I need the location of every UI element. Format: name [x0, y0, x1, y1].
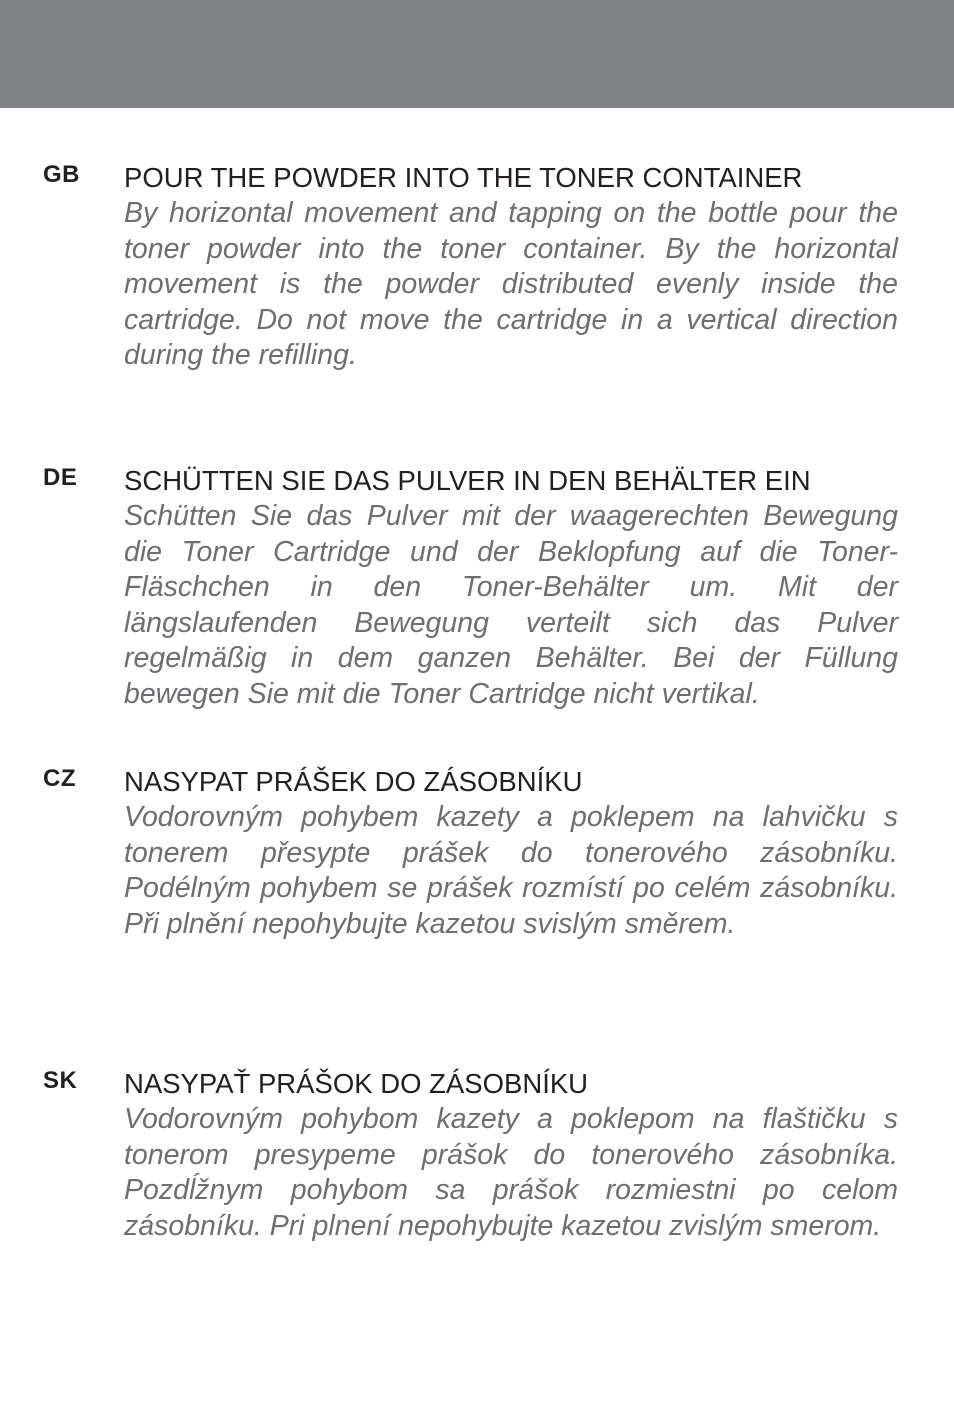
header-band: [0, 0, 954, 108]
section-heading: NASYPAŤ PRÁŠOK DO ZÁSOBNÍKU: [124, 1068, 589, 1099]
section-content: [124, 1066, 898, 1244]
section-body: Vodorovným pohybom kazety a poklepom na flaštičku s tonerom presypeme prášok do tonerového zásobníka. Pozdĺžnym pohybom sa prášok rozmiestni po celom zásobníku. Pri plnení nepohybujte kazetou zvislým smerom.: [124, 1103, 898, 1242]
language-code: DE: [43, 464, 78, 491]
section-content: [124, 764, 898, 942]
section-body: Schütten Sie das Pulver mit der waagerechten Bewegung die Toner Cartridge und der Beklopfung auf die Toner-Fläschchen in den Toner-Behälter um. Mit der längslaufenden Bewegung verteilt sich das Pulver regelmäßig in dem ganzen Behälter. Bei der Füllung bewegen Sie mit die Toner Cartridge nicht vertikal.: [124, 500, 898, 710]
section-body: By horizontal movement and tapping on the bottle pour the toner powder into the toner container. By the horizontal movement is the powder distributed evenly inside the cartridge. Do not move the cartridge in a vertical direction during the refilling.: [124, 197, 898, 372]
section-heading: SCHÜTTEN SIE DAS PULVER IN DEN BEHÄLTER EIN: [124, 465, 811, 496]
section-body: Vodorovným pohybem kazety a poklepem na lahvičku s tonerem přesypte prášek do tonerového zásobníku. Podélným pohybem se prášek rozmístí po celém zásobníku. Při plnění nepohybujte kazetou svislým směrem.: [124, 801, 898, 940]
section-content: [124, 463, 898, 713]
language-code: GB: [43, 161, 80, 188]
language-code: CZ: [43, 765, 76, 792]
section-heading: POUR THE POWDER INTO THE TONER CONTAINER: [124, 162, 803, 193]
language-code: SK: [43, 1067, 78, 1094]
section-heading: NASYPAT PRÁŠEK DO ZÁSOBNÍKU: [124, 766, 583, 797]
section-content: [124, 160, 898, 374]
